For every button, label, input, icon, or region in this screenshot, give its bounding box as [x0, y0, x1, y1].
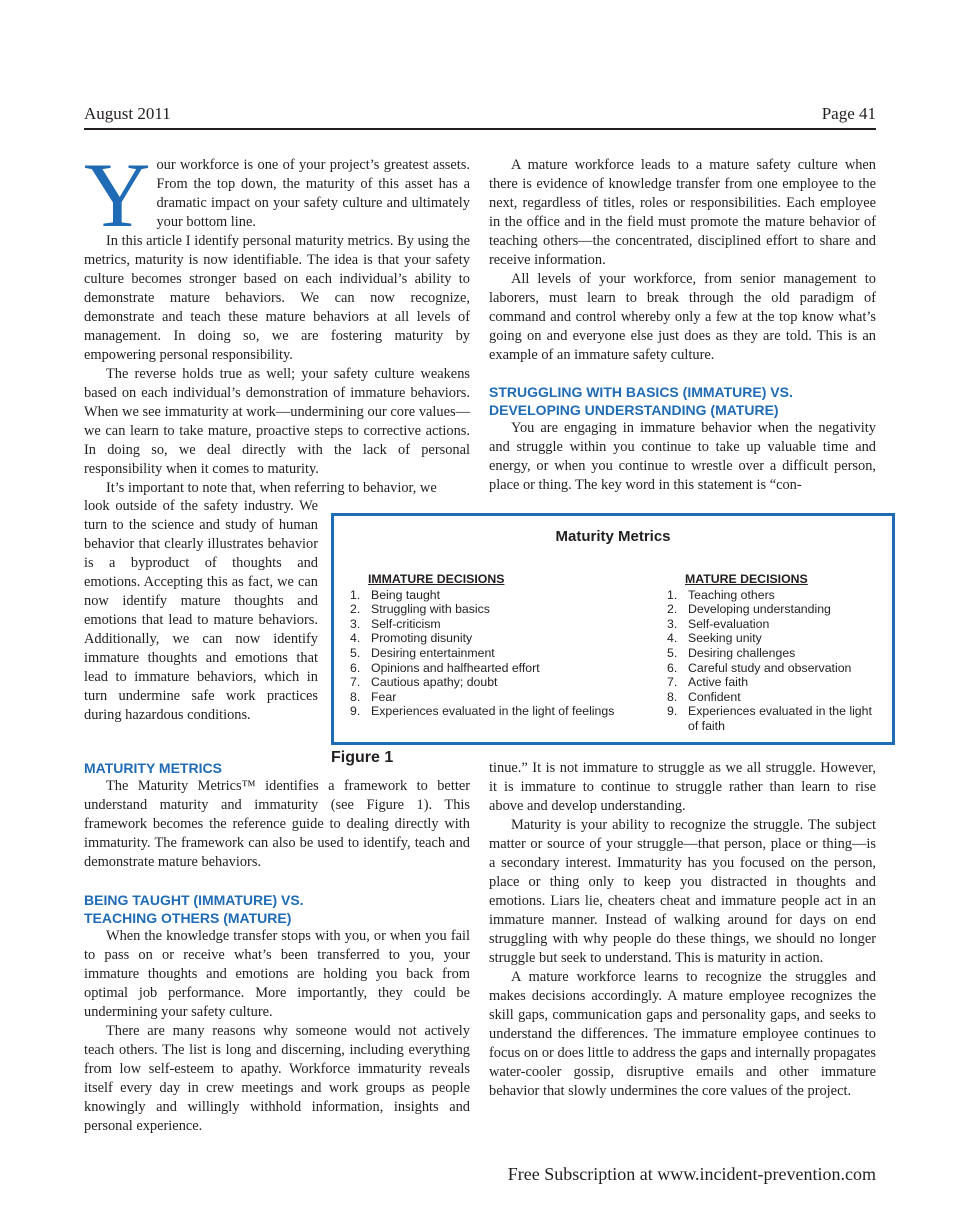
figure-caption: Figure 1: [331, 749, 394, 766]
header-rule: [84, 128, 876, 130]
paragraph: All levels of your workforce, from senior management to laborers, must learn to break through the old paradigm of command and control whereby only a few at the top know what’s going on and everyone else just does as they are told. This is an example of an immature safety culture.: [489, 271, 876, 363]
immature-decision-item: [350, 690, 650, 705]
paragraph: The Maturity Metrics™ identifies a framework to better understand maturity and immaturity (see Figure 1). This framework becomes the reference guide to dealing directly with immaturity. The framework can also be used to identify, teach and demonstrate mature behaviors.: [84, 778, 470, 870]
item-label: Promoting disunity: [371, 631, 473, 646]
item-number: 3.: [350, 616, 361, 631]
section-heading: TEACHING OTHERS (MATURE): [84, 910, 292, 926]
item-number: 2.: [667, 602, 678, 617]
item-number: 1.: [350, 587, 361, 602]
item-label: Seeking unity: [688, 631, 762, 646]
paragraph: It’s important to note that, when referring to behavior, we: [106, 480, 437, 496]
right-column-bottom: [489, 759, 876, 1101]
item-label: Cautious apathy; doubt: [371, 675, 498, 690]
footer-subscription: Free Subscription at www.incident-prevention.com: [507, 1164, 876, 1184]
item-number: 9.: [667, 704, 678, 719]
mature-decision-item: [667, 675, 885, 690]
left-column-bottom: [84, 759, 470, 1136]
left-column-top: [84, 144, 470, 498]
item-number: 7.: [350, 675, 361, 690]
item-label: Active faith: [688, 675, 749, 690]
mature-decision-item: [667, 646, 885, 661]
figure-maturity-metrics: [331, 513, 895, 745]
item-number: 1.: [667, 587, 678, 602]
mature-decision-item: [667, 690, 885, 705]
item-number: 2.: [350, 602, 361, 617]
paragraph: You are engaging in immature behavior when the negativity and struggle within you continue to take up valuable time and energy, or when you continue to wrestle over a difficult person, place or thing. The key word in this statement is “con-: [489, 420, 876, 493]
paragraph: Maturity is your ability to recognize the struggle. The subject matter or source of your struggle—that person, place or thing—is a secondary interest. Immaturity has you focused on the person, place or thing only to keep you distracted in thoughts and emotions. Liars lie, cheaters cheat and immature people act in an immature manner. Instead of walking around for days on end struggling with why people do these things, we should no longer struggle but seek to understand. This is maturity in action.: [489, 817, 876, 966]
item-label: Experiences evaluated in the light of feelings: [371, 704, 615, 719]
item-number: 4.: [667, 631, 678, 646]
mature-decision-item: [667, 602, 885, 617]
item-label: Developing understanding: [688, 602, 831, 617]
paragraph: When the knowledge transfer stops with you, or when you fail to pass on or receive what’s been transferred to you, your immature thoughts and emotions are holding you back from optimal job performance. More importantly, they could be undermining your safety culture.: [84, 928, 470, 1020]
immature-decision-item: [350, 617, 650, 632]
item-number: 5.: [350, 645, 361, 660]
immature-decisions-list: [350, 572, 650, 719]
section-heading: STRUGGLING WITH BASICS (IMMATURE) VS.: [489, 384, 793, 400]
mature-decision-item: [667, 704, 885, 733]
immature-decision-item: [350, 661, 650, 676]
item-label: Self-evaluation: [688, 616, 770, 631]
immature-decision-item: [350, 675, 650, 690]
paragraph: A mature workforce leads to a mature safety culture when there is evidence of knowledge transfer from one employee to the next, regardless of titles, roles or responsibilities. Each employee in the office and in the field must promote the mature behavior of teaching others—the concentrated, disciplined effort to share and receive information.: [489, 157, 876, 268]
section-heading: BEING TAUGHT (IMMATURE) VS.: [84, 892, 304, 908]
mature-heading: MATURE DECISIONS: [685, 572, 808, 586]
paragraph: In this article I identify personal maturity metrics. By using the metrics, maturity is now identifiable. The idea is that your safety culture becomes stronger based on each individual’s ability to demonstrate mature behaviors. We can now recognize, demonstrate and teach these mature behaviors at all levels of management. In doing so, we are fostering maturity by empowering personal responsibility.: [84, 233, 470, 363]
item-label: Confident: [688, 689, 741, 704]
issue-date: August 2011: [84, 104, 171, 123]
paragraph: look outside of the safety industry. We turn to the science and study of human behavior that clearly illustrates behavior is a byproduct of thoughts and emotions. Accepting this as fact, we can now identify mature thoughts and emotions that lead to mature behaviors. Additionally, we can now identify immature thoughts and emotions that lead to immature behaviors, which in turn undermine safe work practices during hazardous conditions.: [84, 498, 318, 723]
paragraph: A mature workforce learns to recognize the struggles and makes decisions accordingly. A mature employee recognizes the skill gaps, communication gaps and personality gaps, and seeks to understand the differences. The immature employee continues to focus on or does little to address the gaps and internally propagates water-cooler gossip, disruptive emails and other immature behavior that slowly undermines the core values of the project.: [489, 969, 876, 1099]
paragraph: There are many reasons why someone would not actively teach others. The list is long and discerning, including everything from low self-esteem to apathy. Workforce immaturity reveals itself every day in crew meetings and work groups as people knowingly and willingly withhold information, insights and personal experience.: [84, 1023, 470, 1134]
right-column-top: [489, 156, 876, 495]
item-label: Desiring challenges: [688, 645, 796, 660]
item-number: 5.: [667, 645, 678, 660]
mature-decision-item: [667, 631, 885, 646]
paragraph: The reverse holds true as well; your safety culture weakens based on each individual’s demonstration of immature behaviors. When we see immaturity at work—undermining our core values—we can learn to take mature, proactive steps to corrective actions. In doing so, we deal directly with the lack of personal responsibility when it comes to maturity.: [84, 366, 470, 477]
intro-paragraph: Your workforce is one of your project’s greatest assets. From the top down, the maturity of this asset has a dramatic impact on your safety culture and ultimately your bottom line.: [84, 144, 470, 246]
item-label: Experiences evaluated in the light of faith: [688, 704, 872, 733]
mature-decisions-list: [667, 572, 885, 734]
mature-decision-item: [667, 661, 885, 676]
item-label: Careful study and observation: [688, 660, 852, 675]
item-label: Fear: [371, 689, 397, 704]
item-number: 8.: [667, 689, 678, 704]
item-number: 6.: [667, 660, 678, 675]
paragraph: tinue.” It is not immature to struggle as we all struggle. However, it is immature to continue to struggle rather than learn to rise above and develop understanding.: [489, 760, 876, 814]
immature-decision-item: [350, 602, 650, 617]
page-number: Page 41: [821, 104, 876, 123]
item-number: 3.: [667, 616, 678, 631]
item-number: 9.: [350, 704, 361, 719]
mature-decision-item: [667, 617, 885, 632]
item-number: 8.: [350, 689, 361, 704]
item-number: 6.: [350, 660, 361, 675]
section-heading: MATURITY METRICS: [84, 760, 222, 776]
item-label: Being taught: [371, 587, 441, 602]
item-label: Self-criticism: [371, 616, 441, 631]
item-label: Opinions and halfhearted effort: [371, 660, 540, 675]
left-column-narrow: [84, 497, 318, 725]
item-number: 7.: [667, 675, 678, 690]
immature-decision-item: [350, 704, 650, 719]
immature-decision-item: [350, 631, 650, 646]
immature-heading: IMMATURE DECISIONS: [368, 572, 505, 586]
drop-cap: Y: [84, 144, 151, 246]
immature-decision-item: [350, 646, 650, 661]
immature-decision-item: [350, 588, 650, 603]
section-heading: DEVELOPING UNDERSTANDING (MATURE): [489, 402, 779, 418]
item-number: 4.: [350, 631, 361, 646]
item-label: Teaching others: [688, 587, 775, 602]
figure-title: Maturity Metrics: [555, 528, 671, 545]
item-label: Desiring entertainment: [371, 645, 495, 660]
mature-decision-item: [667, 588, 885, 603]
item-label: Struggling with basics: [371, 602, 490, 617]
